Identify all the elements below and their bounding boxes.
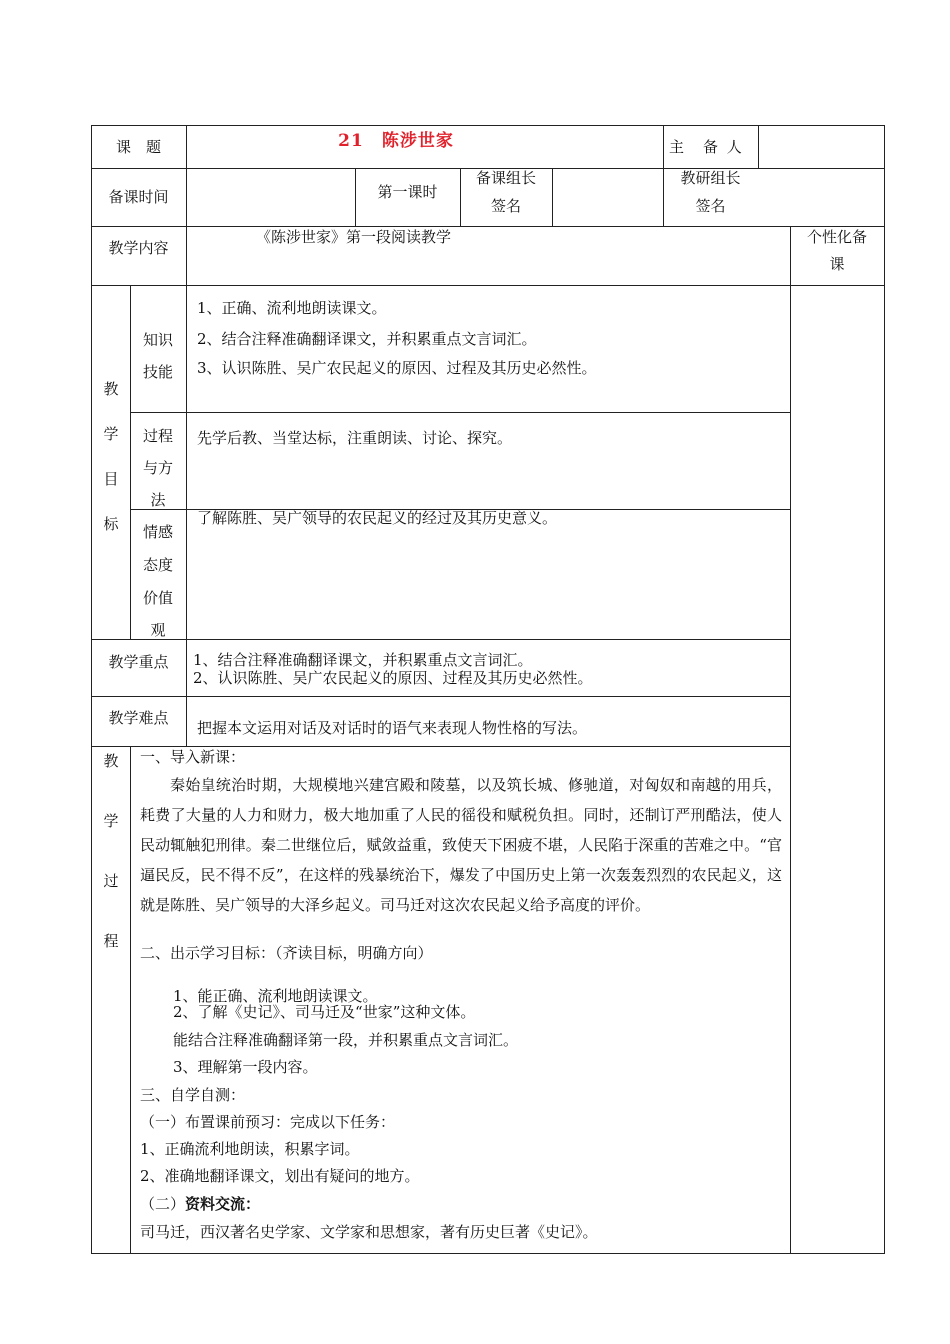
emotion-label-1: 情感	[142, 523, 173, 541]
knowledge-item: 3、认识陈胜、吴广农民起义的原因、过程及其历史必然性。	[197, 359, 597, 377]
key-points-label: 教学重点	[108, 653, 169, 671]
col-divider	[130, 746, 131, 1254]
knowledge-label-2: 技能	[142, 363, 173, 381]
col-divider	[186, 285, 187, 746]
sima-qian-text: 司马迁，西汉著名史学家、文学家和思想家，著有历史巨著《史记》。	[140, 1223, 598, 1241]
lesson-title: 21 陈涉世家	[338, 131, 454, 151]
exchange-heading	[140, 1194, 260, 1214]
row-divider	[91, 696, 790, 697]
group-leader-label-2: 签名	[490, 197, 521, 215]
col-divider	[552, 168, 553, 226]
col-divider	[758, 125, 759, 168]
content-value: 《陈涉世家》第一段阅读教学	[256, 228, 452, 246]
lesson-period: 第一课时	[377, 183, 438, 201]
intro-paragraph: 秦始皇统治时期，大规模地兴建宫殿和陵墓，以及筑长城、修驰道，对匈奴和南越的用兵，耗费了大量的人力和财力，极大地加重了人民的徭役和赋税负担。同时，还制订严刑酷法，使人民动辄触犯刑律。秦二世继位后，赋敛益重，致使天下困疲不堪，人民陷于深重的苦难之中。“官逼民反，民不得不反”，在这样的残暴统治下，爆发了中国历史上第一次轰轰烈烈的农民起义，这就是陈胜、吴广领导的大泽乡起义。司马迁对这次农民起义给予高度的评价。	[140, 776, 782, 914]
col-divider	[790, 226, 791, 1254]
table-border-top	[91, 125, 885, 126]
task-item: 1、正确流利地朗读，积累字词。	[140, 1140, 360, 1158]
exchange-prefix: （二）	[140, 1195, 186, 1213]
goal-item: 3、理解第一段内容。	[173, 1058, 318, 1076]
key-point-item: 2、认识陈胜、吴广农民起义的原因、过程及其历史必然性。	[193, 669, 593, 687]
group-leader-label-1: 备课组长	[475, 169, 536, 187]
research-leader-label-1: 教研组长	[680, 169, 741, 187]
preview-heading: （一）布置课前预习：完成以下任务：	[140, 1113, 396, 1131]
prep-time-label: 备课时间	[108, 188, 169, 206]
preparer-label: 主 备 人	[669, 138, 744, 156]
goals-heading: 二、出示学习目标：（齐读目标，明确方向）	[140, 944, 433, 962]
self-test-heading: 三、自学自测：	[140, 1086, 246, 1104]
content-label: 教学内容	[108, 239, 169, 257]
process-value: 先学后教、当堂达标，注重朗读、讨论、探究。	[197, 429, 513, 447]
task-item: 2、准确地翻译课文，划出有疑问的地方。	[140, 1167, 420, 1185]
process-label-1: 过程	[142, 427, 173, 445]
exchange-title: 资料交流：	[185, 1195, 261, 1213]
key-point-item: 1、结合注释准确翻译课文，并积累重点文言词汇。	[193, 651, 533, 669]
goal-item: 1、能正确、流利地朗读课文。	[173, 987, 378, 1005]
process-section-label: 教 学 过 程	[103, 752, 119, 950]
personal-prep-label-2: 课	[829, 255, 845, 273]
row-divider	[91, 285, 885, 286]
research-leader-label-2: 签名	[695, 197, 726, 215]
knowledge-item: 2、结合注释准确翻译课文，并积累重点文言词汇。	[197, 330, 537, 348]
personal-prep-label-1: 个性化备	[806, 228, 867, 246]
emotion-label-2: 态度	[142, 556, 173, 574]
emotion-label-3: 价值	[142, 589, 173, 607]
difficulty-label: 教学难点	[108, 709, 169, 727]
topic-label: 课 题	[115, 138, 161, 156]
difficulty-value: 把握本文运用对话及对话时的语气来表现人物性格的写法。	[197, 719, 588, 737]
emotion-label-4: 观	[150, 621, 166, 639]
emotion-value: 了解陈胜、吴广领导的农民起义的经过及其历史意义。	[197, 509, 558, 527]
goals-label: 教 学 目 标	[103, 380, 119, 533]
goal-item: 能结合注释准确翻译第一段，并积累重点文言词汇。	[173, 1031, 519, 1049]
process-label-2: 与方	[142, 459, 173, 477]
knowledge-item: 1、正确、流利地朗读课文。	[197, 299, 387, 317]
table-border-bottom	[91, 1253, 885, 1254]
row-divider	[130, 412, 790, 413]
table-border-left	[91, 125, 92, 1254]
intro-heading: 一、导入新课：	[140, 748, 246, 766]
knowledge-label-1: 知识	[142, 331, 173, 349]
row-divider	[91, 639, 790, 640]
process-label-3: 法	[150, 491, 166, 509]
goal-item: 2、了解《史记》、司马迁及“世家”这种文体。	[173, 1003, 476, 1021]
row-divider	[91, 226, 885, 227]
table-border-right	[884, 125, 885, 1254]
